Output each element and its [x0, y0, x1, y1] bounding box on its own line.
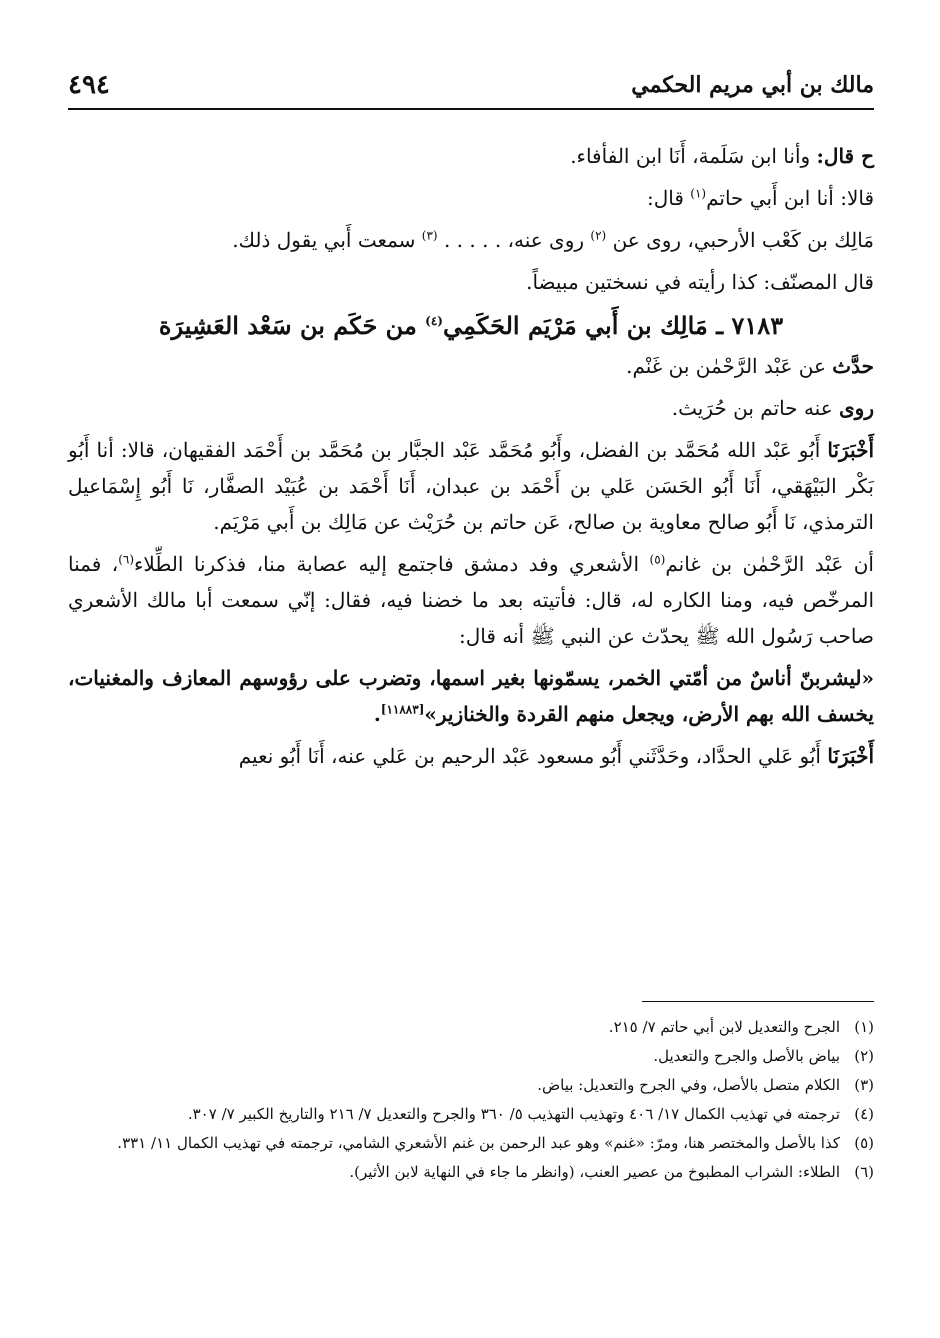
footnote	[70, 1130, 874, 1156]
footnote-ref: (٢)	[590, 228, 607, 243]
text-span: ، فمنا المرخّص فيه، ومنا الكاره له، قال: فأتيته بعد ما خضنا فيه، فقال: إنّي سمعت أبا مالك الأشعري صاحب رَسُول الله ﷺ يحدّث عن النبي ﷺ أنه قال:	[68, 552, 874, 648]
text-span: قال:	[646, 186, 684, 210]
entry-lineage: من حَكَم بن سَعْد العَشِيرَة	[158, 311, 417, 340]
isnad-paragraph	[68, 432, 874, 540]
footnote	[70, 1072, 874, 1098]
text-span: أن عَبْد الرَّحْمٰن بن غانم	[665, 552, 874, 576]
text-span: وأنا ابن سَلَمة، أَنَا ابن الفأفاء.	[570, 144, 811, 168]
text-span: قالا: أنا ابن أَبي حاتم	[706, 186, 874, 210]
narrative-paragraph	[68, 546, 874, 654]
footnote-ref: (١)	[690, 186, 707, 201]
lead-word: ح قال:	[816, 144, 874, 168]
footnote-text: الطلاء: الشراب المطبوخ من عصير العنب، (وانظر ما جاء في النهاية لابن الأثير).	[349, 1163, 840, 1181]
text-span: مَالِك بن كَعْب الأرحبي، روى عن	[612, 228, 874, 252]
footnote-number: (٦)	[854, 1163, 874, 1181]
footnote	[70, 1014, 874, 1040]
entry-name: ٧١٨٣ ـ مَالِك بن أَبي مَرْيَم الحَكَمِي	[442, 311, 784, 340]
page-number: ٤٩٤	[68, 70, 110, 100]
lead-word: أَخْبَرَنَا	[827, 744, 874, 768]
footnote	[70, 1043, 874, 1069]
lead-word: حدَّث	[832, 354, 874, 378]
hadith-reference: [١١٨٨٣]	[380, 702, 425, 717]
lead-word: أَخْبَرَنَا	[827, 438, 874, 462]
paragraph	[68, 222, 874, 258]
footnote-ref: (٥)	[649, 552, 666, 567]
paragraph	[68, 138, 874, 174]
lead-word: روى	[839, 396, 874, 420]
text-span: أَبُو عَلي الحدَّاد، وحَدَّثَني أَبُو مسعود عَبْد الرحيم بن عَلي عنه، أَنَا أَبُو نعيم	[238, 744, 821, 768]
hadith-text	[68, 660, 874, 732]
text-span: عن عَبْد الرَّحْمٰن بن غَنْم.	[626, 354, 826, 378]
footnote-ref: (٦)	[118, 552, 135, 567]
text-span: سمعت أَبي يقول ذلك.	[232, 228, 416, 252]
paragraph	[68, 264, 874, 300]
footnote-text: الجرح والتعديل لابن أبي حاتم ٧/ ٢١٥.	[608, 1018, 840, 1036]
footnote-text: الكلام متصل بالأصل، وفي الجرح والتعديل: بياض.	[537, 1076, 840, 1094]
text-span: .	[373, 702, 381, 726]
isnad-paragraph	[68, 738, 874, 774]
footnote-ref: (٣)	[421, 228, 438, 243]
footnote-number: (١)	[854, 1018, 874, 1036]
footnote-text: ترجمته في تهذيب الكمال ١٧/ ٤٠٦ وتهذيب التهذيب ٥/ ٣٦٠ والجرح والتعديل ٧/ ٢١٦ والتاريخ الكبير ٧/ ٣٠٧.	[187, 1105, 840, 1123]
text-span: روى عنه، . . . . .	[443, 228, 585, 252]
paragraph	[68, 180, 874, 216]
footnote-number: (٥)	[854, 1134, 874, 1152]
text-span: عنه حاتم بن حُرَيث.	[671, 396, 833, 420]
text-span: أَبُو عَبْد الله مُحَمَّد بن الفضل، وأَبُو مُحَمَّد عَبْد الجبَّار بن مُحَمَّد بن أَحْمَد الفقيهان، قالا: أنا أَبُو بَكْر البَيْهَقي، أَنَا أَبُو الحَسَن عَلي بن أَحْمَد بن عبدان، أَنَا أَحْمَد بن عُبَيْد الصفَّار، نَا أَبُو إِسْمَاعيل الترمذي، نَا أَبُو صالح معاوية بن صالح، عَن حاتم بن حُرَيْث عن مَالِك بن أَبي مَرْيَم.	[68, 438, 874, 534]
footnote-text: بياض بالأصل والجرح والتعديل.	[653, 1047, 840, 1065]
paragraph	[68, 348, 874, 384]
hadith-body: «ليشربنّ أناسٌ من أمّتي الخمر، يسمّونها بغير اسمها، وتضرب على رؤوسهم المعازف والمغنيات، يخسف الله بهم الأرض، ويجعل منهم القردة والخنازير»	[68, 666, 874, 726]
text-span: الأشعري وفد دمشق فاجتمع إليه عصابة منا، فذكرنا الطِّلاء	[134, 552, 640, 576]
page-header	[68, 62, 874, 110]
footnote	[70, 1159, 874, 1185]
footnote-number: (٤)	[854, 1105, 874, 1123]
footnote-separator	[642, 1001, 874, 1002]
footnote-ref: (٤)	[425, 314, 443, 328]
paragraph	[68, 390, 874, 426]
main-text	[68, 138, 874, 780]
footnote	[70, 1101, 874, 1127]
footnote-number: (٢)	[854, 1047, 874, 1065]
running-title: مالك بن أبي مريم الحكمي	[631, 72, 874, 98]
footnotes	[70, 1014, 874, 1188]
text-span: قال المصنّف: كذا رأيته في نسختين مبيضاً.	[526, 270, 874, 294]
entry-title	[68, 308, 874, 344]
footnote-text: كذا بالأصل والمختصر هنا، ومرّ: «غنم» وهو عبد الرحمن بن غنم الأشعري الشامي، ترجمته في تهذيب الكمال ١١/ ٣٣١.	[117, 1134, 840, 1152]
footnote-number: (٣)	[854, 1076, 874, 1094]
